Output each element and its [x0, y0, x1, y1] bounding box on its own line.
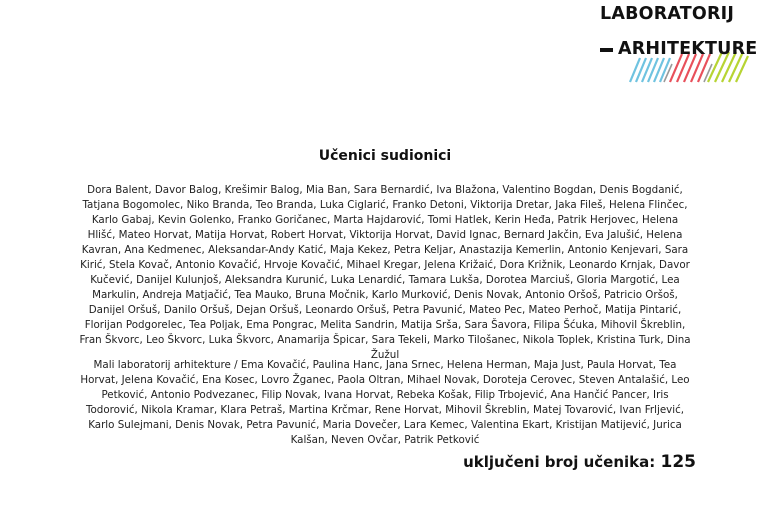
logo-blue-stripes: [630, 58, 670, 82]
mali-laboratorij-list: Mali laboratorij arhitekture / Ema Kovačić, Paulina Hanc, Jana Srnec, Helena Herman, Maja Just, Paula Horvat, Tea Horvat, Jelena Kovačić, Ena Kosec, Lovro Žganec, Paola Oltran, Mihael Novak, Doroteja Cerovec, Steven Antalašić, Leo Petković, Antonio Podvezanec, Filip Novak, Ivana Horvat, Rebeka Košak, Filip Trbojević, Ana Hančić Pancer, Iris Todorović, Nikola Kramar, Klara Petraš, Martina Krčmar, Rene Horvat, Mihovil Škreblin, Matej Tovarović, Ivan Frljević, Karlo Sulejmani, Denis Novak, Petra Pavunić, Maria Dovečer, Lara Kemec, Valentina Ekart, Kristijan Matijević, Jurica Kalšan, Neven Ovčar, Patrik Petković: [80, 359, 690, 446]
laboratorij-arhitekture-logo: [600, 4, 758, 84]
logo-line-2: ARHITEKTURE: [618, 39, 758, 59]
logo-dash: [600, 48, 613, 52]
page-title: Učenici sudionici: [318, 148, 452, 164]
logo-line-1: LABORATORIJ: [600, 4, 735, 24]
participant-count-value: 125: [660, 452, 696, 472]
participants-list: Dora Balent, Davor Balog, Krešimir Balog, Mia Ban, Sara Bernardić, Iva Blažona, Valentino Bogdan, Denis Bogdanić, Tatjana Bogomolec, Niko Branda, Teo Branda, Luka Ciglarić, Franko Detoni, Viktorija Dretar, Jaka Fileš, Helena Flinčec, Karlo Gabaj, Kevin Golenko, Franko Goričanec, Marta Hajdarović, Tomi Hatlek, Kerin Heđa, Patrik Herjovec, Helena Hlišć, Mateo Horvat, Matija Horvat, Robert Horvat, Viktorija Horvat, David Ignac, Bernard Jakčin, Eva Jalušić, Helena Kavran, Ana Kedmenec, Aleksandar-Andy Katić, Maja Kekez, Petra Keljar, Anastazija Kemerlin, Antonio Kenjevari, Sara Kirić, Stela Kovač, Antonio Kovačić, Hrvoje Kovačić, Mihael Kregar, Jelena Križaić, Dora Križnik, Leonardo Krnjak, Davor Kučević, Danijel Kulunjoš, Aleksandra Kurunić, Luka Lenardić, Tamara Lukša, Dorotea Marciuš, Gloria Margotić, Lea Markulin, Andreja Matjačić, Tea Mauko, Bruna Močnik, Karlo Murković, Denis Novak, Antonio Oršoš, Patricio Oršoš, Danijel Oršuš, Danilo Oršuš, Dejan Oršuš, Leonardo Oršuš, Petra Pavunić, Mateo Pec, Mateo Perhoč, Matija Pintarić, Florijan Podgorelec, Tea Poljak, Ema Pongrac, Melita Sandrin, Matija Srša, Sara Šavora, Filipa Šćuka, Mihovil Škreblin, Fran Škvorc, Leo Škvorc, Luka Škvorc, Anamarija Špicar, Sara Tekeli, Marko Tilošanec, Nikola Toplek, Kristina Turk, Dina Žužul: [79, 184, 691, 361]
participant-count-label: uključeni broj učenika:: [463, 453, 656, 471]
participant-count: [463, 452, 696, 472]
